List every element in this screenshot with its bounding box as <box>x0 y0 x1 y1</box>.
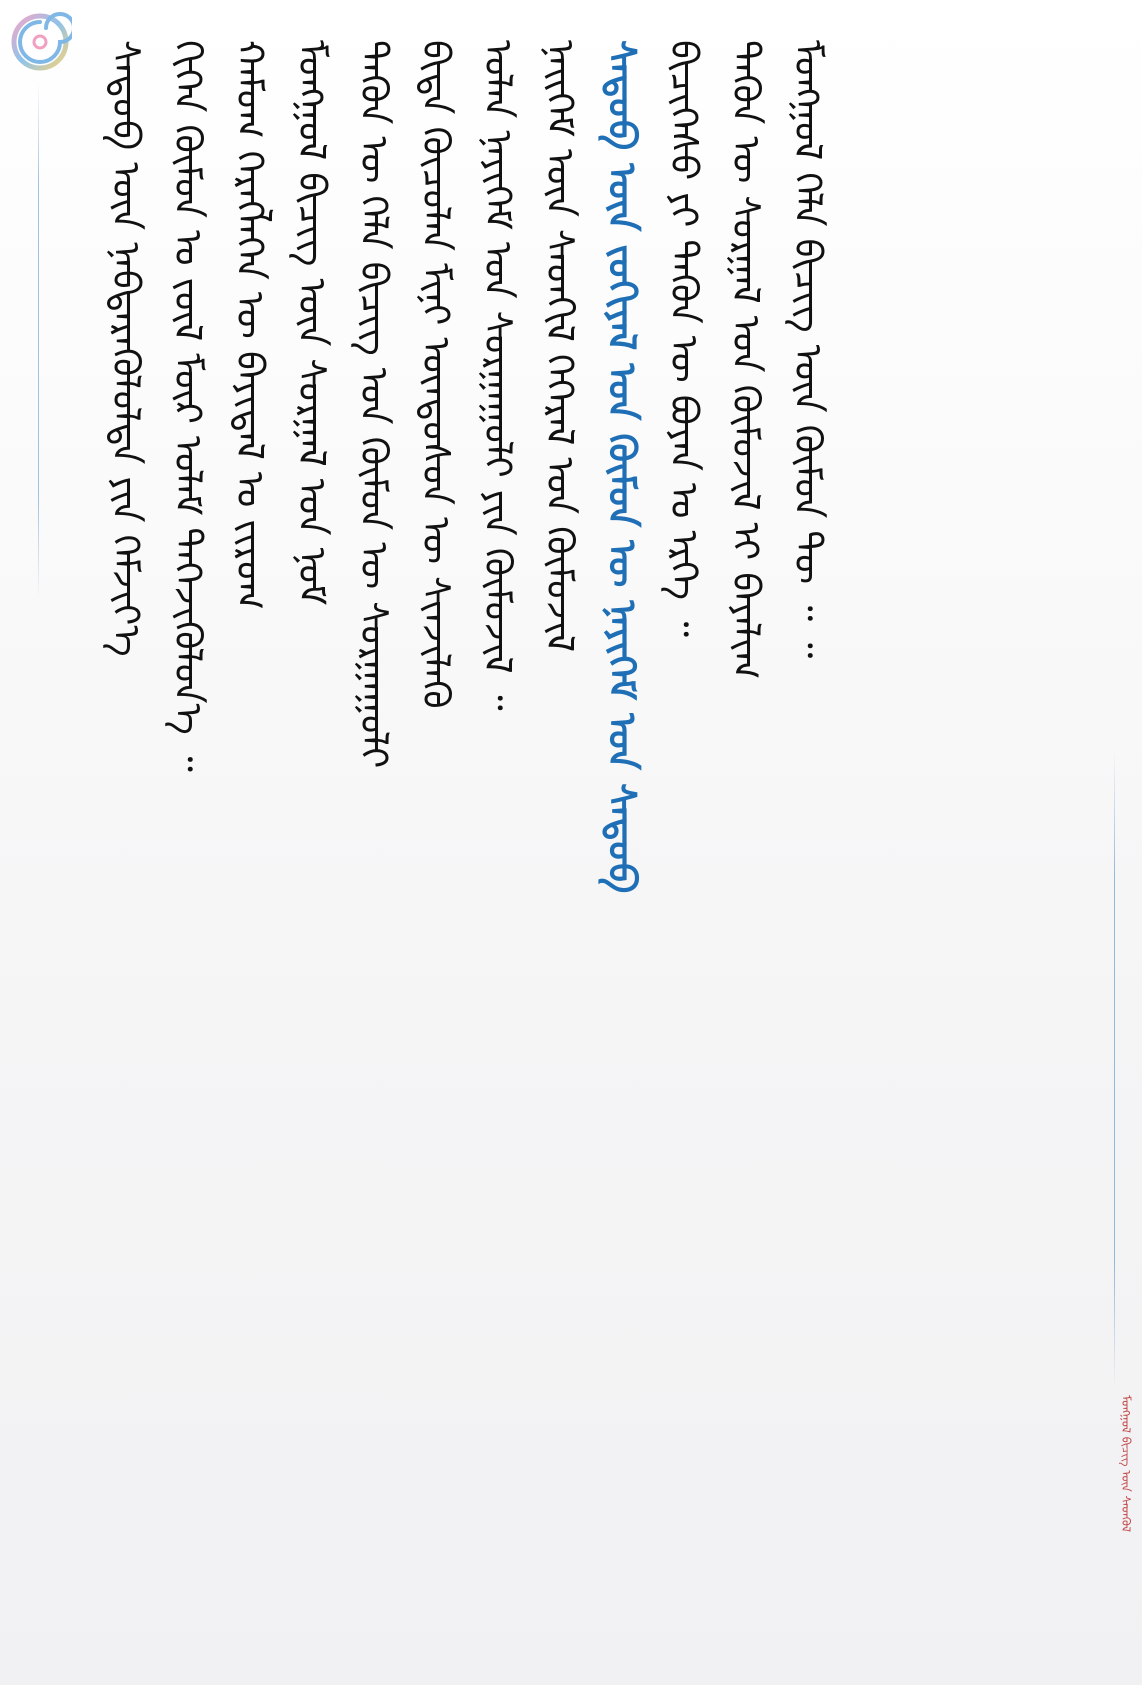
left-decorative-rule <box>38 80 39 600</box>
vertical-text-body <box>95 40 1095 1660</box>
text-line-10: ᠪᠢᠴᠢᠭᠡᠰᠦ ᠶᠢ ᠲᠡᠭᠦᠨ ᠦ ᠪᠤᠶᠠᠨ ᠤ ᠡᠷᠬᠡ ᠃ <box>662 40 706 638</box>
text-line-6: ᠪᠢᠳᠡ ᠬᠦᠴᠦᠯᠡᠨ ᠮᠢᠨᠢ ᠦᠨᠳᠦᠰᠦᠨ ᠦ ᠰᠢᠨᠵᠢᠯᠡᠬᠦ <box>414 40 458 709</box>
text-line-8: ᠨᠡᠢᠭᠡᠮ ᠦᠨ ᠰᠡᠳᠬᠢᠯ ᠭᠡᠭᠡᠷᠡᠯ ᠤᠨ ᠬᠦᠮᠦᠵᠢᠯ <box>538 40 582 653</box>
text-line-11: ᠲᠡᠭᠦᠨ ᠦ ᠰᠤᠷᠭᠠᠯ ᠤᠨ ᠬᠦᠮᠦᠵᠢᠯ ᠢ ᠪᠠᠶᠠᠯᠢᠭ <box>724 40 768 680</box>
text-line-1: ᠰᠡᠳᠦᠪ ᠦᠨ ᠨᠡᠪᠳᠡᠷᠡᠭᠦᠯᠦᠯᠳᠡ ᠶᠢᠨ ᠬᠡᠮᠵᠢᠶ᠎ᠡ <box>104 40 148 657</box>
text-line-4: ᠮᠣᠩᠭᠣᠯ ᠪᠢᠴᠢᠭ ᠦᠨ ᠰᠤᠷᠭᠠᠯ ᠤᠨ ᠨᠣᠮ <box>290 40 334 606</box>
text-line-3: ᠬᠠᠮᠤᠭ ᠬᠡᠷᠡᠭᠯᠡᠭᠡᠨ ᠦ ᠪᠠᠶᠢᠳᠠᠯ ᠤ ᠵᠢᠷᠤᠭ <box>228 40 272 610</box>
right-decorative-rule <box>1114 750 1115 1390</box>
text-line-2: ᠭᠢᠭᠡᠨ ᠬᠦᠮᠦᠨ ᠤ ᠵᠦᠯ ᠮᠦᠷ ᠤᠯᠠᠮ ᠳᠡᠭᠡᠵᠢᠭᠦᠯᠦᠨ᠎ᠡ ᠃ <box>166 40 210 772</box>
text-line-7: ᠤᠯᠠᠨ ᠨᠡᠶᠢᠭᠡᠮ ᠤᠨ ᠰᠤᠷᠭᠠᠭᠤᠯᠢ ᠶᠢᠨ ᠬᠦᠮᠦᠵᠢᠯ ᠃ <box>476 40 520 711</box>
section-heading: ᠰᠡᠳᠦᠪ ᠦᠨ ᠵᠣᠬᠢᠶᠠᠯ ᠤᠨ ᠬᠦᠮᠦᠨ ᠦ ᠨᠡᠶᠢᠭᠡᠮ ᠤᠨ ᠰᠡᠳᠦᠪ <box>600 40 644 894</box>
swirl-logo-icon <box>8 10 72 74</box>
footer-note: ᠮᠣᠩᠭᠣᠯ ᠪᠢᠴᠢᠭ ᠦᠨ ᠰᠡᠳᠬᠦᠯ <box>1119 1395 1133 1533</box>
text-line-12: ᠮᠣᠩᠭᠣᠯ ᠬᠡᠯᠡ ᠪᠢᠴᠢᠭ ᠦᠨ ᠬᠦᠮᠦᠨ ᠲᠦ ᠃ ᠃ <box>786 40 830 659</box>
text-line-5: ᠲᠡᠭᠦᠨ ᠦ ᠬᠡᠯᠡ ᠪᠢᠴᠢᠭ ᠤᠨ ᠬᠦᠮᠦᠨ ᠦ ᠰᠤᠷᠭᠠᠭᠤᠯᠢ <box>352 40 396 769</box>
